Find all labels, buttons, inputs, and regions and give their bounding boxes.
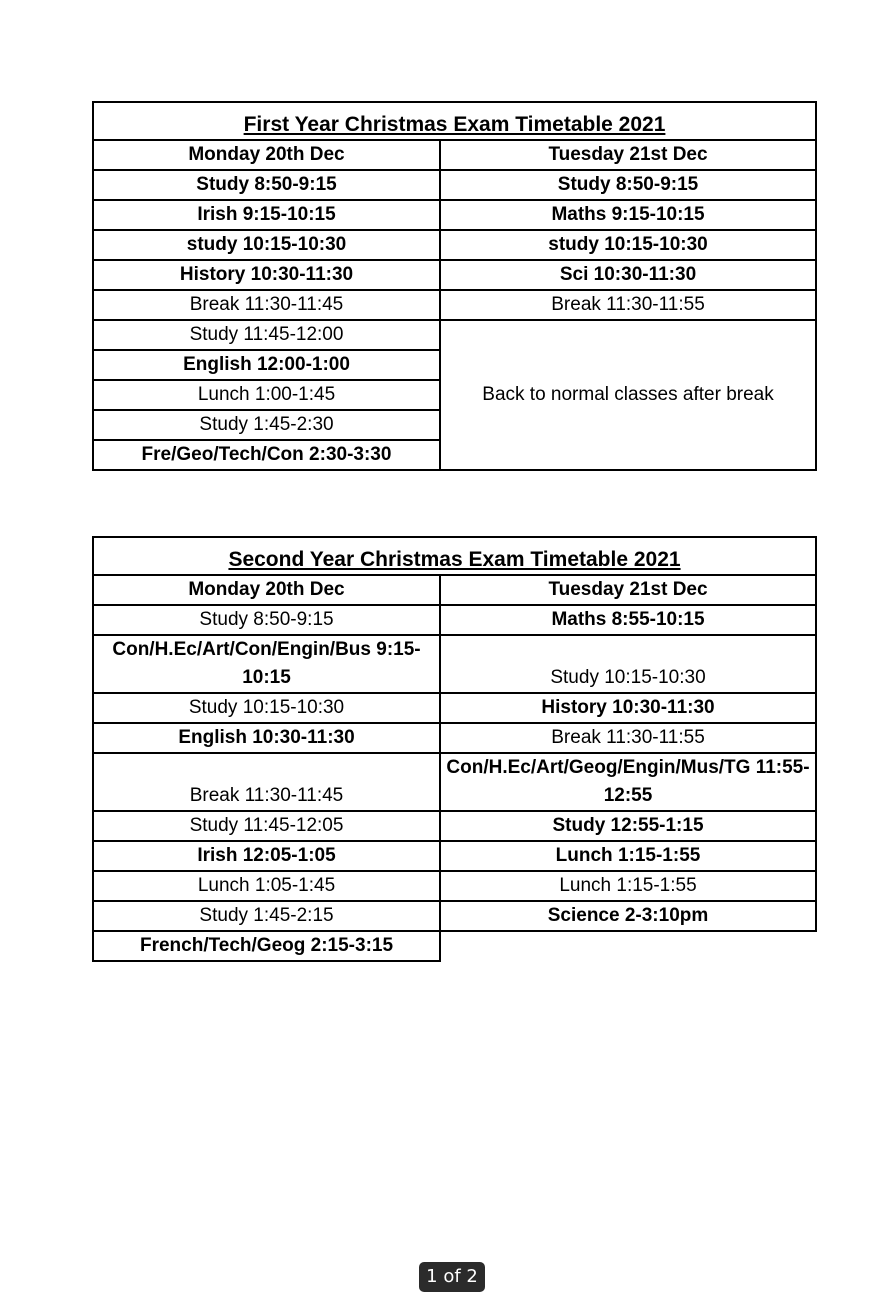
timetable-cell: English 12:00-1:00 <box>93 350 440 380</box>
timetable-cell: Study 8:50-9:15 <box>93 605 440 635</box>
timetable-cell: Study 11:45-12:05 <box>93 811 440 841</box>
timetable-cell: Con/H.Ec/Art/Con/Engin/Bus 9:15-10:15 <box>93 635 440 693</box>
timetable-cell: study 10:15-10:30 <box>440 230 816 260</box>
timetable-cell: Break 11:30-11:55 <box>440 290 816 320</box>
timetable-cell: Maths 8:55-10:15 <box>440 605 816 635</box>
second-year-monday-header: Monday 20th Dec <box>93 575 440 605</box>
first-year-monday-header: Monday 20th Dec <box>93 140 440 170</box>
timetable-cell: Study 10:15-10:30 <box>440 635 816 693</box>
timetable-cell: Lunch 1:00-1:45 <box>93 380 440 410</box>
page-indicator: 1 of 2 <box>419 1262 485 1292</box>
second-year-timetable <box>92 536 817 962</box>
second-year-title: Second Year Christmas Exam Timetable 2021 <box>93 537 816 575</box>
timetable-cell: Study 12:55-1:15 <box>440 811 816 841</box>
timetable-cell: History 10:30-11:30 <box>93 260 440 290</box>
timetable-cell: Study 11:45-12:00 <box>93 320 440 350</box>
timetable-cell: Break 11:30-11:45 <box>93 753 440 811</box>
first-year-title: First Year Christmas Exam Timetable 2021 <box>93 102 816 140</box>
timetable-cell: History 10:30-11:30 <box>440 693 816 723</box>
timetable-cell: Irish 9:15-10:15 <box>93 200 440 230</box>
timetable-cell: Lunch 1:15-1:55 <box>440 871 816 901</box>
first-year-tuesday-header: Tuesday 21st Dec <box>440 140 816 170</box>
timetable-cell: study 10:15-10:30 <box>93 230 440 260</box>
timetable-cell: Sci 10:30-11:30 <box>440 260 816 290</box>
timetable-cell: Break 11:30-11:45 <box>93 290 440 320</box>
timetable-cell: Lunch 1:05-1:45 <box>93 871 440 901</box>
second-year-tuesday-header: Tuesday 21st Dec <box>440 575 816 605</box>
first-year-tuesday-note: Back to normal classes after break <box>440 320 816 470</box>
timetable-cell: Study 10:15-10:30 <box>93 693 440 723</box>
timetable-cell: Science 2-3:10pm <box>440 901 816 931</box>
first-year-timetable <box>92 101 817 471</box>
timetable-cell: Study 8:50-9:15 <box>93 170 440 200</box>
timetable-cell: Con/H.Ec/Art/Geog/Engin/Mus/TG 11:55-12:55 <box>440 753 816 811</box>
timetable-cell: Break 11:30-11:55 <box>440 723 816 753</box>
timetable-cell: Study 8:50-9:15 <box>440 170 816 200</box>
timetable-cell: Study 1:45-2:30 <box>93 410 440 440</box>
timetable-cell: Study 1:45-2:15 <box>93 901 440 931</box>
timetable-cell: Irish 12:05-1:05 <box>93 841 440 871</box>
timetable-cell: Lunch 1:15-1:55 <box>440 841 816 871</box>
timetable-cell: English 10:30-11:30 <box>93 723 440 753</box>
timetable-cell: Maths 9:15-10:15 <box>440 200 816 230</box>
timetable-cell: French/Tech/Geog 2:15-3:15 <box>93 931 440 961</box>
empty-cell <box>440 931 816 961</box>
timetable-cell: Fre/Geo/Tech/Con 2:30-3:30 <box>93 440 440 470</box>
